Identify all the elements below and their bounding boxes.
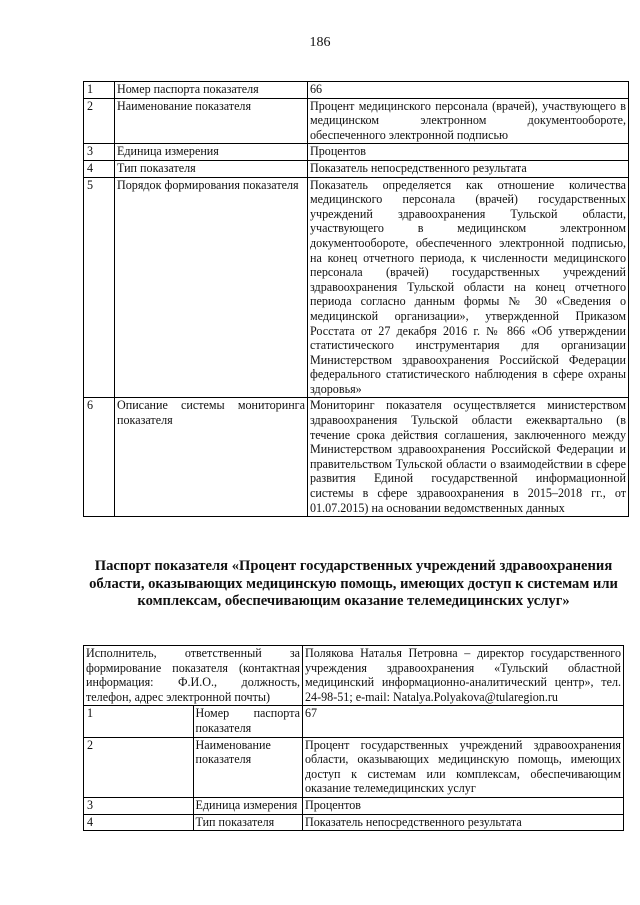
row-number: 1 bbox=[84, 706, 194, 737]
table-row bbox=[84, 98, 629, 144]
table-row bbox=[84, 797, 624, 814]
row-value: Показатель определяется как отношение количества медицинского персонала (врачей) государственных учреждений здравоохранения Тульской области, участвующего в медицинском электронном документообороте, обеспеченного электронной подписью, на конец отчетного периода, к численности медицинского персонала (врачей) государственных учреждений здравоохранения Тульской области на конец отчетного периода согласно данным формы № 30 «Сведения о медицинской организации», утвержденной Приказом Росстата от 27 декабря 2016 г. № 866 «Об утверждении статистического инструментария для организации Министерством здравоохранения Российской Федерации федерального статистического наблюдения в сфере охраны здоровья» bbox=[308, 177, 629, 398]
row-number: 3 bbox=[84, 797, 194, 814]
section-heading: Паспорт показателя «Процент государственных учреждений здравоохранения области, оказывающих медицинскую помощь, имеющих доступ к системам или комплексам, обеспечивающим оказание телемедицинских услуг» bbox=[89, 558, 618, 609]
executor-value: Полякова Наталья Петровна – директор государственного учреждения здравоохранения «Тульский областной медицинский информационно-аналитический центр», тел. 24-98-51; e-mail: Natalya.Polyakova@tularegion.ru bbox=[303, 646, 624, 706]
executor-label: Исполнитель, ответственный за формирование показателя (контактная информация: Ф.И.О., должность, телефон, адрес электронной почты) bbox=[84, 646, 303, 706]
row-number: 5 bbox=[84, 177, 115, 398]
row-value: Процентов bbox=[303, 797, 624, 814]
row-number: 2 bbox=[84, 737, 194, 797]
row-value: Процент медицинского персонала (врачей), участвующего в медицинском электронном документообороте, обеспеченного электронной подписью bbox=[308, 98, 629, 144]
table-row bbox=[84, 160, 629, 177]
row-label: Порядок формирования показателя bbox=[115, 177, 308, 398]
row-value: Мониторинг показателя осуществляется министерством здравоохранения Тульской области ежеквартально (в течение срока действия соглашения, заключенного между Министерством здравоохранения Российской Федерации и правительством Тульской области о взаимодействии в сфере развития Единой государственной информационной системы в сфере здравоохранения в 2015–2018 гг., от 01.07.2015) на основании ведомственных данных bbox=[308, 398, 629, 517]
indicator-passport-table-67 bbox=[83, 645, 624, 831]
row-label: Единица измерения bbox=[193, 797, 303, 814]
row-number: 6 bbox=[84, 398, 115, 517]
table-row bbox=[84, 177, 629, 398]
row-number: 3 bbox=[84, 144, 115, 161]
row-number: 2 bbox=[84, 98, 115, 144]
row-label: Тип показателя bbox=[115, 160, 308, 177]
table-row bbox=[84, 814, 624, 831]
row-label: Тип показателя bbox=[193, 814, 303, 831]
row-label: Описание системы мониторинга показателя bbox=[115, 398, 308, 517]
row-value: 67 bbox=[303, 706, 624, 737]
row-label: Номер паспорта показателя bbox=[115, 82, 308, 99]
row-value: Процент государственных учреждений здравоохранения области, оказывающих медицинскую помощь, имеющих доступ к системам или комплексам, обеспечивающим оказание телемедицинских услуг bbox=[303, 737, 624, 797]
row-number: 1 bbox=[84, 82, 115, 99]
table-row bbox=[84, 398, 629, 517]
table-row bbox=[84, 646, 624, 706]
table-row bbox=[84, 706, 624, 737]
page-number: 186 bbox=[309, 35, 331, 50]
row-value: Показатель непосредственного результата bbox=[303, 814, 624, 831]
table-row bbox=[84, 144, 629, 161]
table-row bbox=[84, 82, 629, 99]
row-label: Наименование показателя bbox=[193, 737, 303, 797]
row-number: 4 bbox=[84, 160, 115, 177]
row-label: Номер паспорта показателя bbox=[193, 706, 303, 737]
row-value: Показатель непосредственного результата bbox=[308, 160, 629, 177]
row-label: Единица измерения bbox=[115, 144, 308, 161]
row-label: Наименование показателя bbox=[115, 98, 308, 144]
row-value: Процентов bbox=[308, 144, 629, 161]
indicator-passport-table-66 bbox=[83, 81, 629, 517]
row-number: 4 bbox=[84, 814, 194, 831]
row-value: 66 bbox=[308, 82, 629, 99]
table-row bbox=[84, 737, 624, 797]
